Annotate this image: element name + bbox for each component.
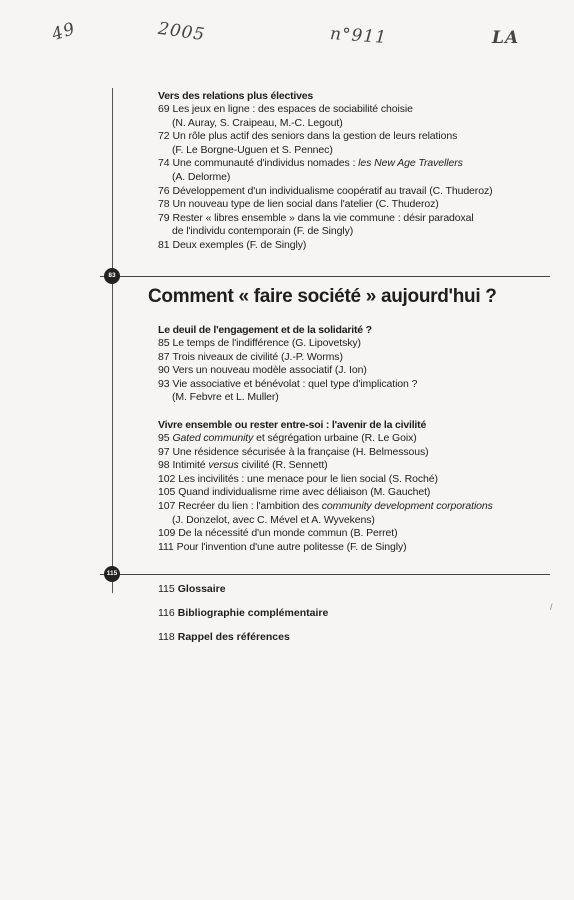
back-matter-item: [158, 630, 554, 644]
section-relations-electives: [158, 89, 554, 253]
handwritten-page-note: 49: [49, 18, 79, 46]
toc-list: [158, 432, 554, 554]
entry-page-number: 98: [158, 459, 170, 472]
handwritten-year: 2005: [156, 18, 207, 46]
toc-entry: [158, 459, 554, 473]
entry-page-number: 105: [158, 486, 176, 499]
entry-title: Vers un nouveau modèle associatif (J. Ion): [172, 364, 367, 377]
entry-title: Un nouveau type de lien social dans l'atelier (C. Thuderoz): [172, 198, 439, 211]
entry-page-number: 95: [158, 432, 170, 444]
entry-page-number: 90: [158, 364, 170, 377]
back-matter-item: [158, 582, 554, 596]
toc-entry: [158, 473, 554, 487]
entry-title: Vie associative et bénévolat : quel type d'implication ?: [172, 377, 418, 390]
entry-page-number: 85: [158, 337, 170, 349]
toc-list: [158, 337, 554, 405]
entry-title: Les incivilités : une menace pour le lien social (S. Roché): [178, 472, 438, 485]
toc-list: [158, 103, 554, 253]
entry-title-continued: civilité (R. Sennett): [241, 459, 328, 472]
entry-page-number: 72: [158, 130, 170, 143]
page-badge-83: 83: [104, 268, 120, 284]
entry-page-number: 74: [158, 157, 170, 170]
section-heading: Vivre ensemble ou rester entre-soi : l'avenir de la civilité: [158, 419, 427, 431]
entry-authors: (F. Le Borgne-Uguen et S. Pennec): [172, 143, 333, 156]
back-matter-list: [158, 582, 554, 644]
backmatter-divider: [100, 574, 550, 575]
handwritten-initials: LA: [492, 28, 520, 48]
entry-page-number: 111: [158, 540, 174, 553]
chapter-divider: [100, 276, 550, 277]
entry-page-number: 76: [158, 184, 170, 197]
entry-title: Trois niveaux de civilité (J.-P. Worms): [172, 350, 343, 363]
entry-page-number: 78: [158, 198, 170, 211]
toc-entry: [158, 351, 554, 365]
entry-page-number: 97: [158, 445, 170, 458]
toc-entry: [158, 212, 554, 239]
section-vivre-ensemble: [158, 418, 554, 554]
entry-authors: (A. Delorme): [172, 170, 231, 183]
toc-entry: [158, 185, 554, 199]
toc-entry: [158, 337, 554, 351]
entry-page-number: 87: [158, 350, 170, 363]
back-matter-label: Glossaire: [177, 583, 226, 595]
toc-entry: [158, 198, 554, 212]
entry-authors: de l'individu contemporain (F. de Singly): [172, 225, 354, 238]
toc-entry: [158, 500, 554, 527]
toc-entry: [158, 103, 554, 130]
toc-entry: [158, 130, 554, 157]
toc-entry: [158, 446, 554, 460]
entry-page-number: 93: [158, 377, 170, 390]
back-matter-label: Bibliographie complémentaire: [177, 607, 329, 619]
entry-italic: Gated community: [172, 432, 254, 444]
entry-title: Recréer du lien : l'ambition des: [178, 499, 319, 512]
toc-entry: [158, 157, 554, 184]
chapter-title: Comment « faire société » aujourd'hui ?: [148, 286, 497, 307]
entry-page-number: 79: [158, 211, 170, 224]
back-matter-label: Rappel des références: [177, 631, 290, 643]
entry-page-number: 107: [158, 499, 176, 512]
section-heading: Le deuil de l'engagement et de la solidarité ?: [158, 324, 372, 336]
toc-entry: [158, 364, 554, 378]
entry-title: Les jeux en ligne : des espaces de sociabilité choisie: [172, 103, 413, 115]
entry-page-number: 109: [158, 527, 176, 540]
timeline-line: [112, 88, 113, 593]
toc-entry: [158, 378, 554, 405]
back-matter-page: 115: [158, 583, 175, 595]
toc-entry: [158, 541, 554, 555]
toc-entry: [158, 527, 554, 541]
handwritten-number: n°911: [329, 24, 388, 48]
toc-entry: [158, 486, 554, 500]
entry-title: Rester « libres ensemble » dans la vie commune : désir paradoxal: [172, 211, 474, 224]
spacer: [158, 620, 554, 630]
entry-page-number: 81: [158, 238, 170, 251]
page-badge-115: 115: [104, 566, 120, 582]
entry-italic: les New Age Travellers: [358, 157, 463, 170]
toc-entry: [158, 239, 554, 253]
entry-title: Quand individualisme rime avec déliaison (M. Gauchet): [178, 486, 431, 499]
section-deuil-engagement: [158, 323, 554, 405]
entry-page-number: 69: [158, 103, 170, 115]
entry-title: Développement d'un individualisme coopératif au travail (C. Thuderoz): [172, 184, 493, 197]
entry-title: Pour l'invention d'une autre politesse (F. de Singly): [176, 540, 407, 553]
entry-authors: (N. Auray, S. Craipeau, M.-C. Legout): [172, 116, 343, 129]
spacer: [158, 596, 554, 606]
back-matter-item: [158, 606, 554, 620]
entry-italic: community development corporations: [321, 499, 493, 512]
back-matter-page: 118: [158, 631, 175, 643]
toc-entry: [158, 432, 554, 446]
back-matter-page: 116: [158, 607, 175, 619]
entry-title: Une résidence sécurisée à la française (H. Belmessous): [172, 445, 429, 458]
entry-page-number: 102: [158, 472, 176, 485]
entry-title: De la nécessité d'un monde commun (B. Perret): [178, 527, 398, 540]
entry-title: Une communauté d'individus nomades :: [172, 157, 356, 170]
entry-authors: (J. Donzelot, avec C. Mével et A. Wyvekens): [172, 513, 375, 526]
entry-italic: versus: [208, 459, 239, 472]
entry-title: Deux exemples (F. de Singly): [172, 238, 307, 251]
entry-title: Un rôle plus actif des seniors dans la gestion de leurs relations: [172, 130, 458, 143]
entry-title: Intimité: [172, 459, 206, 472]
margin-mark: /: [550, 602, 553, 612]
section-heading: Vers des relations plus électives: [158, 90, 314, 102]
entry-authors: (M. Febvre et L. Muller): [172, 391, 279, 404]
entry-title: Le temps de l'indifférence (G. Lipovetsky): [172, 337, 361, 349]
entry-title: et ségrégation urbaine (R. Le Goix): [256, 432, 417, 444]
